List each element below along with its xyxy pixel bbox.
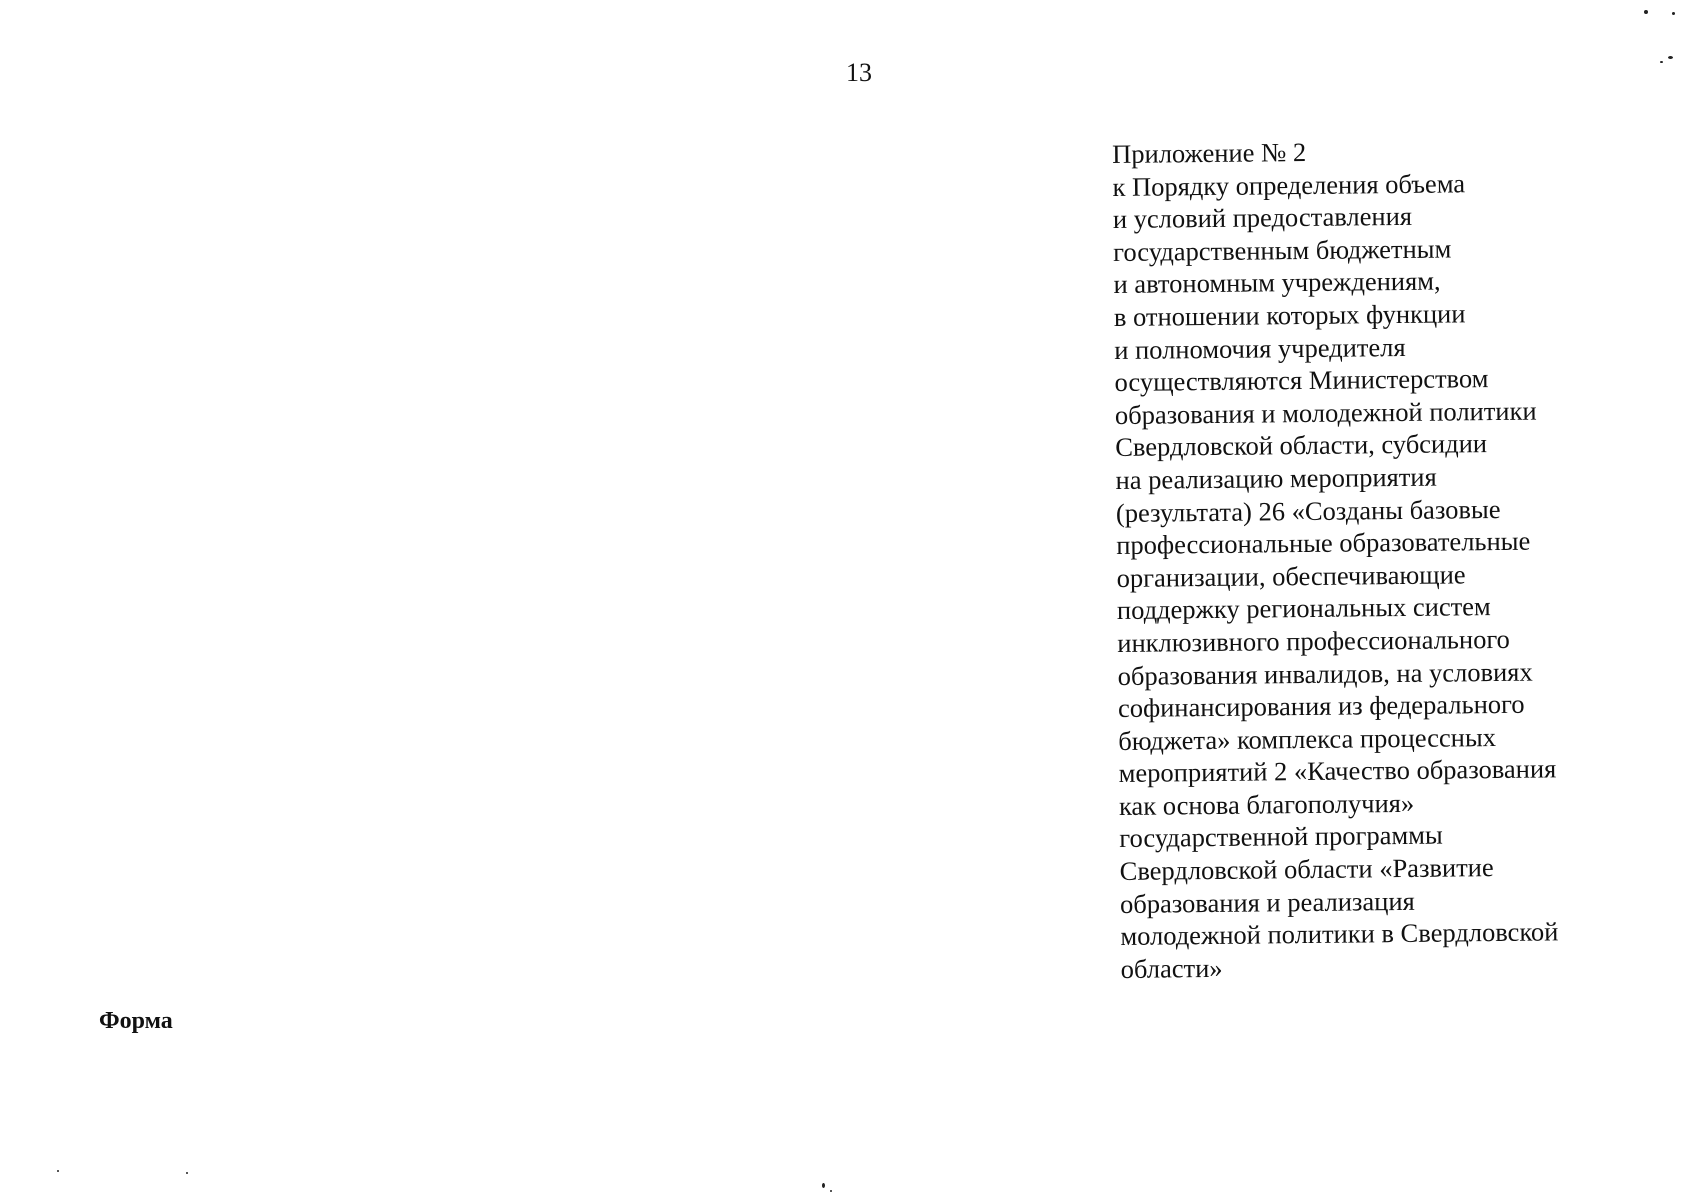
scan-speck: [186, 1172, 188, 1174]
appendix-line: молодежной политики в Свердловской: [1120, 916, 1559, 952]
appendix-line: и условий предоставления: [1112, 201, 1413, 235]
scan-speck: [822, 1183, 825, 1188]
appendix-line: государственной программы: [1119, 820, 1443, 854]
appendix-line: государственным бюджетным: [1113, 233, 1452, 267]
appendix-line: на реализацию мероприятия: [1115, 461, 1437, 495]
appendix-line: Приложение № 2: [1112, 136, 1307, 169]
appendix-line: образования и реализация: [1119, 885, 1415, 919]
scan-speck: [1668, 56, 1673, 59]
appendix-line: профессиональные образовательные: [1116, 525, 1531, 561]
scan-speck: [1644, 10, 1648, 14]
form-label: Форма: [99, 1008, 173, 1034]
appendix-line: как основа благополучия»: [1118, 787, 1415, 821]
scan-speck: [1660, 61, 1663, 63]
appendix-line: и автономным учреждениям,: [1113, 265, 1441, 300]
appendix-line: осуществляются Министерством: [1114, 363, 1489, 398]
appendix-line: мероприятий 2 «Качество образования: [1118, 753, 1557, 789]
appendix-line: и полномочия учредителя: [1114, 331, 1406, 365]
appendix-line: бюджета» комплекса процессных: [1118, 721, 1497, 756]
appendix-line: (результата) 26 «Созданы базовые: [1115, 493, 1501, 528]
appendix-line: инклюзивного профессионального: [1117, 623, 1510, 658]
scan-speck: [1672, 12, 1675, 15]
appendix-line: в отношении которых функции: [1113, 298, 1466, 332]
appendix-line: софинансирования из федерального: [1117, 688, 1525, 724]
appendix-line: организации, обеспечивающие: [1116, 559, 1466, 593]
appendix-line: образования и молодежной политики: [1114, 395, 1537, 430]
appendix-line: Свердловской области, субсидии: [1115, 428, 1488, 463]
appendix-line: поддержку региональных систем: [1116, 591, 1491, 626]
appendix-heading: [1112, 132, 1681, 985]
appendix-line: образования инвалидов, на условиях: [1117, 656, 1533, 691]
page-number: 13: [846, 58, 872, 87]
appendix-line: к Порядку определения объема: [1112, 167, 1466, 202]
scan-speck: [57, 1170, 59, 1172]
appendix-line: области»: [1120, 952, 1223, 984]
appendix-line: Свердловской области «Развитие: [1119, 852, 1494, 887]
scan-speck: [830, 1190, 832, 1192]
